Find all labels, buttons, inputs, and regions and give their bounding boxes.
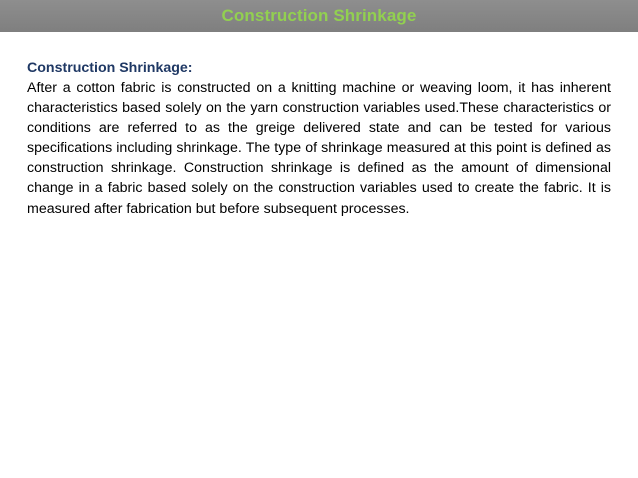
slide-title: Construction Shrinkage <box>221 6 417 25</box>
slide-content <box>27 58 611 219</box>
section-heading: Construction Shrinkage: <box>27 60 193 76</box>
body-paragraph: After a cotton fabric is constructed on a knitting machine or weaving loom, it has inherent characteristics based solely on the yarn construction variables used.These characteristics or conditions are referred to as the greige delivered state and can be tested for various specifications including shrinkage. The type of shrinkage measured at this point is defined as construction shrinkage. Construction shrinkage is defined as the amount of dimensional change in a fabric based solely on the construction variables used to create the fabric. It is measured after fabrication but before subsequent processes. <box>27 80 611 217</box>
title-bar <box>0 0 638 32</box>
